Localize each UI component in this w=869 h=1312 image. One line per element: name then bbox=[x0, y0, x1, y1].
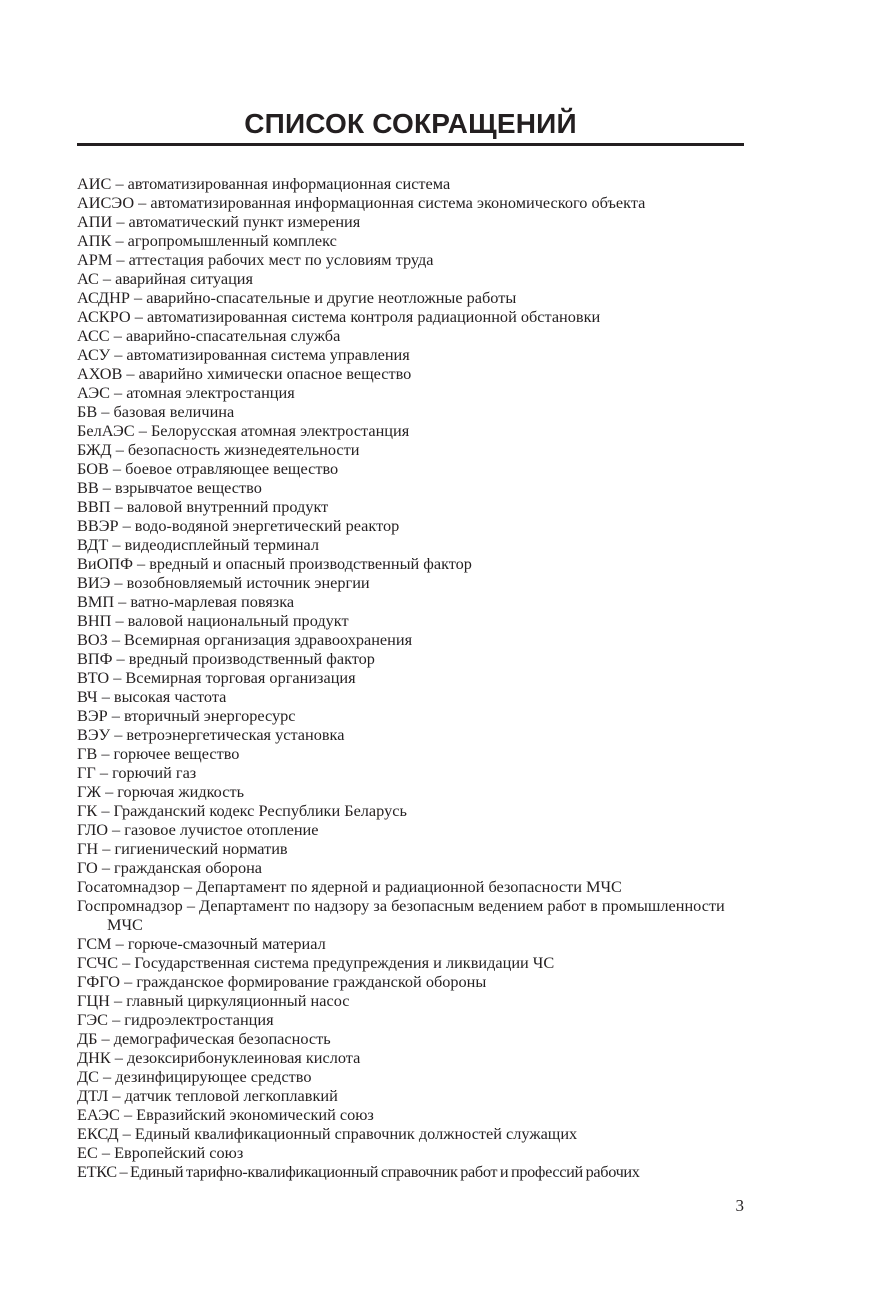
abbreviation-entry: АПИ – автоматический пункт измерения bbox=[77, 212, 361, 231]
abbreviation-entry: АСС – аварийно-спасательная служба bbox=[77, 326, 341, 345]
abbreviation-entry: ВЧ – высокая частота bbox=[77, 687, 227, 706]
abbreviation-entry: ВДТ – видеодисплейный терминал bbox=[77, 535, 320, 554]
abbreviation-entry: АИС – автоматизированная информационная система bbox=[77, 174, 451, 193]
abbreviation-entry: ВиОПФ – вредный и опасный производственный фактор bbox=[77, 554, 472, 573]
abbreviation-entry: ВПФ – вредный производственный фактор bbox=[77, 649, 375, 668]
abbreviation-entry: БЖД – безопасность жизнедеятельности bbox=[77, 440, 360, 459]
abbreviation-entry: ВЭР – вторичный энергоресурс bbox=[77, 706, 296, 725]
page-title: СПИСОК СОКРАЩЕНИЙ bbox=[244, 108, 577, 139]
abbreviation-entry: ЕС – Европейский союз bbox=[77, 1143, 244, 1162]
abbreviation-entry: ГЦН – главный циркуляционный насос bbox=[77, 991, 350, 1010]
abbreviation-entry: ДТЛ – датчик тепловой легкоплавкий bbox=[77, 1086, 338, 1105]
abbreviation-entry: ГЛО – газовое лучистое отопление bbox=[77, 820, 319, 839]
abbreviation-entry: ВВЭР – водо-водяной энергетический реактор bbox=[77, 516, 400, 535]
abbreviation-entry: БВ – базовая величина bbox=[77, 402, 235, 421]
page-number: 3 bbox=[735, 1196, 744, 1215]
abbreviation-entry: Госпромнадзор – Департамент по надзору за безопасным ведением работ в промышленности МЧС bbox=[77, 896, 725, 934]
abbreviation-entry: ВТО – Всемирная торговая организация bbox=[77, 668, 356, 687]
abbreviation-entry: АСУ – автоматизированная система управления bbox=[77, 345, 410, 364]
abbreviation-entry: ВЭУ – ветроэнергетическая установка bbox=[77, 725, 345, 744]
abbreviation-entry: ГСМ – горюче-смазочный материал bbox=[77, 934, 326, 953]
abbreviation-entry: ДБ – демографическая безопасность bbox=[77, 1029, 331, 1048]
abbreviation-entry: ВВП – валовой внутренний продукт bbox=[77, 497, 329, 516]
abbreviation-entry: ГСЧС – Государственная система предупреждения и ликвидации ЧС bbox=[77, 953, 555, 972]
abbreviation-entry: АЭС – атомная электростанция bbox=[77, 383, 295, 402]
abbreviation-entry: ВНП – валовой национальный продукт bbox=[77, 611, 349, 630]
abbreviation-entry: ДС – дезинфицирующее средство bbox=[77, 1067, 312, 1086]
abbreviation-entry: БОВ – боевое отравляющее вещество bbox=[77, 459, 339, 478]
abbreviation-entry: АРМ – аттестация рабочих мест по условиям труда bbox=[77, 250, 434, 269]
abbreviation-entry: ГО – гражданская оборона bbox=[77, 858, 263, 877]
abbreviation-entry: ГЭС – гидроэлектростанция bbox=[77, 1010, 274, 1029]
abbreviation-entry: ВМП – ватно-марлевая повязка bbox=[77, 592, 295, 611]
abbreviation-entry: АПК – агропромышленный комплекс bbox=[77, 231, 337, 250]
abbreviation-entry: ГН – гигиенический норматив bbox=[77, 839, 288, 858]
title-underline bbox=[77, 143, 744, 146]
abbreviation-entry: БелАЭС – Белорусская атомная электростанция bbox=[77, 421, 410, 440]
abbreviation-entry: ГФГО – гражданское формирование гражданской обороны bbox=[77, 972, 487, 991]
abbreviation-entry: ГЖ – горючая жидкость bbox=[77, 782, 244, 801]
abbreviation-entry: ЕКСД – Единый квалификационный справочник должностей служащих bbox=[77, 1124, 578, 1143]
abbreviation-entry: АСДНР – аварийно-спасательные и другие неотложные работы bbox=[77, 288, 517, 307]
abbreviation-entry: АИСЭО – автоматизированная информационная система экономического объекта bbox=[77, 193, 646, 212]
abbreviation-list bbox=[77, 174, 757, 1181]
abbreviation-entry: ВОЗ – Всемирная организация здравоохранения bbox=[77, 630, 413, 649]
abbreviation-entry: Госатомнадзор – Департамент по ядерной и радиационной безопасности МЧС bbox=[77, 877, 622, 896]
abbreviation-entry: АСКРО – автоматизированная система контроля радиационной обстановки bbox=[77, 307, 601, 326]
abbreviation-entry: ГВ – горючее вещество bbox=[77, 744, 240, 763]
abbreviation-entry: ДНК – дезоксирибонуклеиновая кислота bbox=[77, 1048, 361, 1067]
abbreviation-entry: ГГ – горючий газ bbox=[77, 763, 197, 782]
abbreviation-entry: АС – аварийная ситуация bbox=[77, 269, 253, 288]
abbreviation-entry: ВВ – взрывчатое вещество bbox=[77, 478, 262, 497]
abbreviation-entry: ВИЭ – возобновляемый источник энергии bbox=[77, 573, 370, 592]
abbreviation-entry: ГК – Гражданский кодекс Республики Беларусь bbox=[77, 801, 407, 820]
abbreviation-entry: АХОВ – аварийно химически опасное вещество bbox=[77, 364, 412, 383]
abbreviation-entry: ЕТКС – Единый тарифно-квалификационный справочник работ и профессий рабочих bbox=[77, 1162, 640, 1181]
abbreviation-entry: ЕАЭС – Евразийский экономический союз bbox=[77, 1105, 374, 1124]
